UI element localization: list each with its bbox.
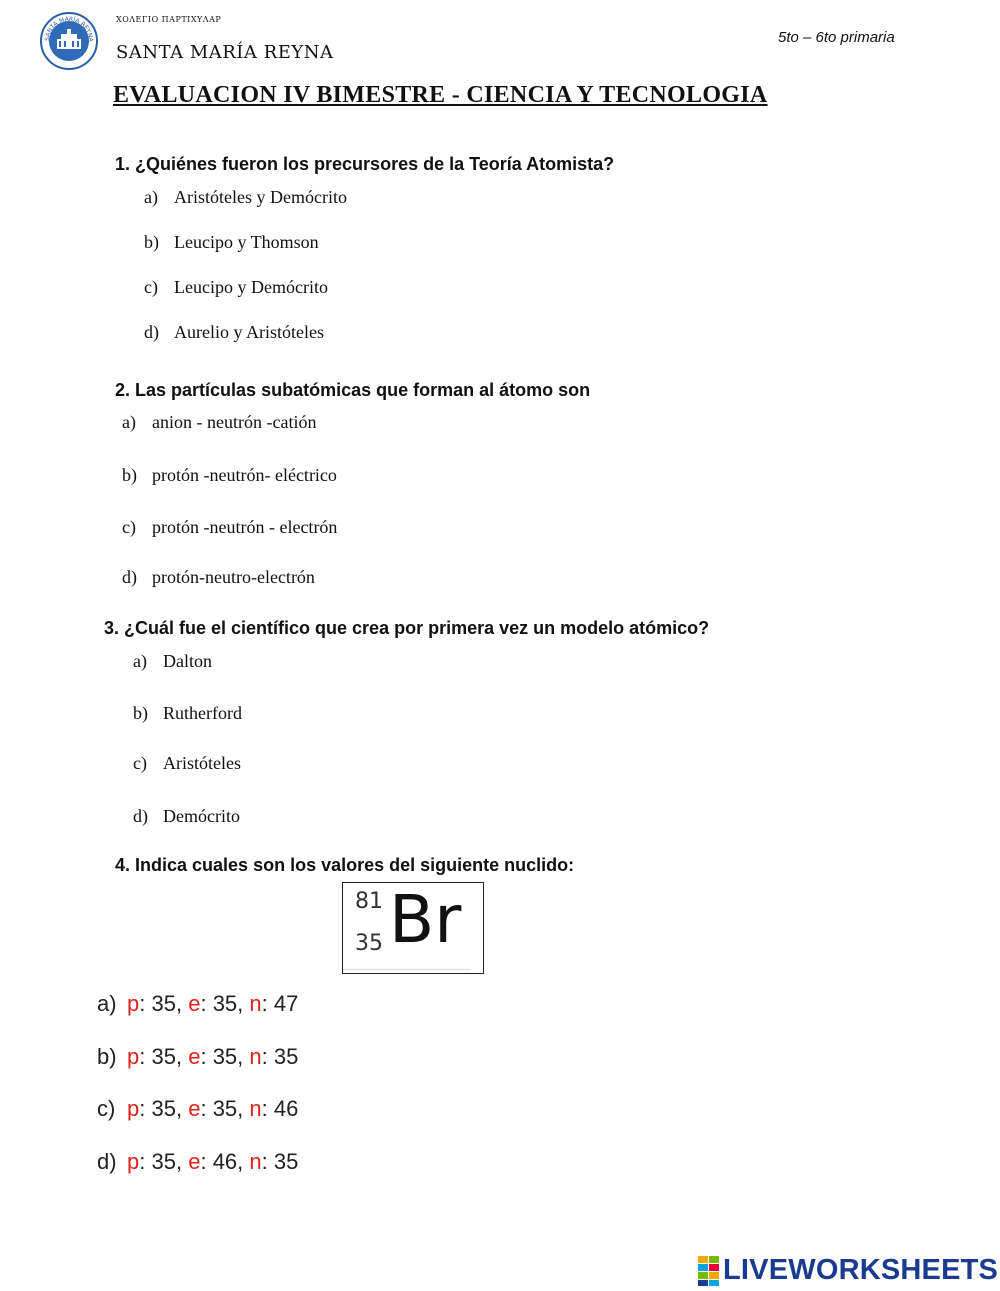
option-text: Leucipo y Demócrito bbox=[174, 277, 328, 297]
option-text: protón -neutrón- eléctrico bbox=[152, 465, 337, 485]
q4-option-a[interactable] bbox=[97, 991, 298, 1017]
option-text: anion - neutrón -catión bbox=[152, 412, 317, 432]
q1-option-d[interactable] bbox=[144, 322, 324, 343]
divider bbox=[343, 969, 471, 970]
option-text: Dalton bbox=[163, 651, 212, 671]
option-text: Aristóteles y Demócrito bbox=[174, 187, 347, 207]
option-text: p: 35, e: 35, n: 47 bbox=[127, 991, 299, 1016]
q4-option-d[interactable] bbox=[97, 1149, 298, 1175]
svg-text:SANTA MARÍA REYNA: SANTA MARÍA REYNA bbox=[43, 15, 95, 43]
option-label: d) bbox=[97, 1149, 117, 1174]
school-name: SANTA MARÍA REYNA bbox=[116, 42, 334, 63]
q2-option-c[interactable] bbox=[122, 517, 337, 538]
element-symbol: Br bbox=[389, 881, 462, 958]
school-logo bbox=[40, 12, 98, 70]
option-label: b) bbox=[144, 232, 159, 252]
question-1: 1. ¿Quiénes fueron los precursores de la Teoría Atomista? bbox=[115, 154, 615, 174]
q4-option-c[interactable] bbox=[97, 1096, 298, 1122]
option-text: p: 35, e: 35, n: 46 bbox=[127, 1096, 299, 1121]
option-label: c) bbox=[122, 517, 136, 537]
school-subtitle: ΧΟΛΕΓΙΟ ΠΑΡΤΙΧΥΛΑΡ bbox=[116, 15, 222, 24]
question-4: 4. Indica cuales son los valores del siguiente nuclido: bbox=[115, 855, 575, 875]
liveworksheets-logo bbox=[698, 1254, 998, 1287]
question-2: 2. Las partículas subatómicas que forman al átomo son bbox=[115, 380, 591, 400]
q4-option-b[interactable] bbox=[97, 1044, 298, 1070]
atomic-number: 35 bbox=[355, 931, 383, 956]
liveworksheets-mark-icon bbox=[698, 1256, 720, 1286]
option-label: c) bbox=[97, 1096, 116, 1121]
option-text: Leucipo y Thomson bbox=[174, 232, 319, 252]
option-label: a) bbox=[122, 412, 136, 432]
nuclide-box bbox=[342, 882, 484, 974]
q1-option-a[interactable] bbox=[144, 187, 347, 208]
page-title: EVALUACION IV BIMESTRE - CIENCIA Y TECNOLOGIA bbox=[113, 82, 768, 108]
q3-option-a[interactable] bbox=[133, 651, 212, 672]
option-text: protón-neutro-electrón bbox=[152, 567, 315, 587]
option-label: a) bbox=[133, 651, 147, 671]
q3-option-d[interactable] bbox=[133, 806, 240, 827]
option-text: Aristóteles bbox=[163, 753, 241, 773]
q2-option-b[interactable] bbox=[122, 465, 337, 486]
q3-option-b[interactable] bbox=[133, 703, 242, 724]
grade-level: 5to – 6to primaria bbox=[778, 29, 895, 46]
option-text: Rutherford bbox=[163, 703, 242, 723]
option-label: c) bbox=[144, 277, 158, 297]
mass-number: 81 bbox=[355, 889, 383, 914]
q2-option-a[interactable] bbox=[122, 412, 316, 433]
option-text: Demócrito bbox=[163, 806, 240, 826]
option-label: d) bbox=[122, 567, 137, 587]
option-label: b) bbox=[133, 703, 148, 723]
option-label: b) bbox=[97, 1044, 117, 1069]
option-text: Aurelio y Aristóteles bbox=[174, 322, 324, 342]
option-text: p: 35, e: 35, n: 35 bbox=[127, 1044, 299, 1069]
option-label: a) bbox=[97, 991, 117, 1016]
option-label: a) bbox=[144, 187, 158, 207]
option-label: d) bbox=[133, 806, 148, 826]
q3-option-c[interactable] bbox=[133, 753, 241, 774]
question-3: 3. ¿Cuál fue el científico que crea por primera vez un modelo atómico? bbox=[104, 618, 710, 638]
option-label: b) bbox=[122, 465, 137, 485]
option-label: d) bbox=[144, 322, 159, 342]
q1-option-b[interactable] bbox=[144, 232, 319, 253]
q2-option-d[interactable] bbox=[122, 567, 315, 588]
option-text: p: 35, e: 46, n: 35 bbox=[127, 1149, 299, 1174]
q1-option-c[interactable] bbox=[144, 277, 328, 298]
brand-name: LIVEWORKSHEETS bbox=[723, 1254, 999, 1286]
option-text: protón -neutrón - electrón bbox=[152, 517, 338, 537]
option-label: c) bbox=[133, 753, 147, 773]
